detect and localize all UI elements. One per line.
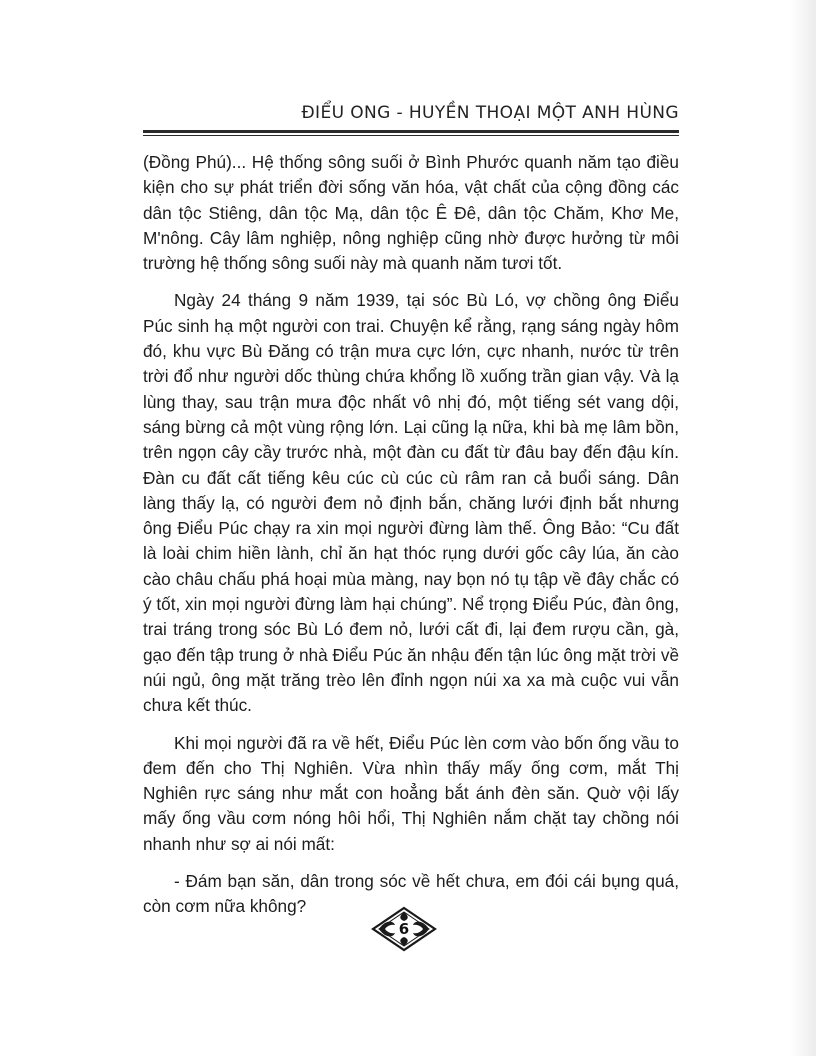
paragraph-2: Ngày 24 tháng 9 năm 1939, tại sóc Bù Ló, vợ chồng ông Điểu Púc sinh hạ một người con trai. Chuyện kể rằng, rạng sáng ngày hôm đó, khu vực Bù Đăng có trận mưa cực lớn, cực nhanh, nước từ trên trời đổ như người dốc thùng chứa khổng lồ xuống trần gian vậy. Và lạ lùng thay, sau trận mưa độc nhất vô nhị đó, một tiếng sét vang dội, sáng bừng cả một vùng rộng lớn. Lại cũng lạ nữa, khi bà mẹ lâm bồn, trên ngọn cây cầy trước nhà, một đàn cu đất từ đâu bay đến đậu kín. Đàn cu đất cất tiếng kêu cúc cù cúc cù râm ran cả buổi sáng. Dân làng thấy lạ, có người đem nỏ định bắn, chăng lưới định bắt nhưng ông Điểu Púc chạy ra xin mọi người đừng làm thế. Ông Bảo: “Cu đất là loài chim hiền lành, chỉ ăn hạt thóc rụng dưới gốc cây lúa, ăn cào cào châu chấu phá hoại mùa màng, nay bọn nó tụ tập về đây chắc có ý tốt, xin mọi người đừng làm hại chúng”. Nể trọng Điểu Púc, đàn ông, trai tráng trong sóc Bù Ló đem nỏ, lưới cất đi, lại đem rượu cần, gà, gạo đến tập trung ở nhà Điểu Púc ăn nhậu đến tận lúc ông mặt trời về núi ngủ, ông mặt trăng trèo lên đỉnh ngọn núi xa xa mà cuộc vui vẫn chưa kết thúc. — [143, 290, 679, 716]
body-text — [143, 150, 679, 932]
page-number-badge — [371, 906, 437, 952]
running-header: ĐIỂU ONG - HUYỀN THOẠI MỘT ANH HÙNG — [301, 103, 679, 123]
header-rule-thick — [143, 130, 679, 133]
paragraph-1: (Đồng Phú)... Hệ thống sông suối ở Bình Phước quanh năm tạo điều kiện cho sự phát triển đời sống văn hóa, vật chất của cộng đồng các dân tộc Stiêng, dân tộc Mạ, dân tộc Ê Đê, dân tộc Chăm, Khơ Me, M'nông. Cây lâm nghiệp, nông nghiệp cũng nhờ được hưởng từ môi trường hệ thống sông suối này mà quanh năm tươi tốt. — [143, 152, 679, 274]
page-number: 6 — [398, 920, 410, 938]
header-rule-thin — [143, 135, 679, 136]
paragraph-3: Khi mọi người đã ra về hết, Điểu Púc lèn cơm vào bốn ống vầu to đem đến cho Thị Nghiên. Vừa nhìn thấy mấy ống cơm, mắt Thị Nghiên rực sáng như mắt con hoẳng bắt ánh đèn săn. Quờ vội lấy mấy ống vầu cơm nóng hôi hổi, Thị Nghiên nắm chặt tay chồng nói nhanh như sợ ai nói mất: — [143, 732, 679, 854]
paragraph-4: - Đám bạn săn, dân trong sóc về hết chưa, em đói cái bụng quá, còn cơm nữa không? — [143, 871, 679, 917]
page-edge-shadow — [790, 0, 816, 1056]
